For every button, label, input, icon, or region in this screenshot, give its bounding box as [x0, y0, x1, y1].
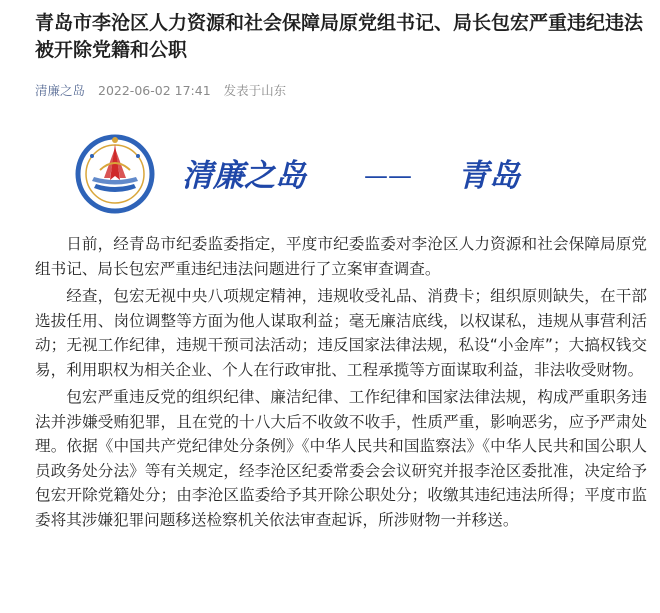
banner-graphic [70, 126, 590, 226]
account-name-link[interactable]: 清廉之岛 [35, 83, 86, 98]
banner-dash: —— [364, 162, 412, 190]
publish-location: 发表于山东 [223, 83, 287, 98]
paragraph: 经查，包宏无视中央八项规定精神，违规收受礼品、消费卡；组织原则缺失，在干部选拔任用、岗位调整等方面为他人谋取利益；毫无廉洁底线，以权谋私，违规从事营利活动；无视工作纪律，违规干预司法活动；违反国家法律法规，私设“小金库”；大搞权钱交易，利用职权为相关企业、个人在行政审批、工程承揽等方面谋取利益，非法收受财物。 [35, 287, 647, 379]
article-body [35, 232, 647, 535]
banner-right-text: 青岛 [458, 158, 520, 194]
article-meta [35, 81, 286, 99]
publish-time: 2022-06-02 17:41 [98, 83, 211, 98]
banner-image [70, 126, 590, 226]
paragraph: 包宏严重违反党的组织纪律、廉洁纪律、工作纪律和国家法律法规，构成严重职务违法并涉嫌受贿犯罪，且在党的十八大后不收敛不收手，性质严重，影响恶劣，应予严肃处理。依据《中国共产党纪律处分条例》《中华人民共和国监察法》《中华人民共和国公职人员政务处分法》等有关规定，经李沧区纪委常委会会议研究并报李沧区委批准，决定给予包宏开除党籍处分；由李沧区监委给予其开除公职处分；收缴其违纪违法所得；平度市监委将其涉嫌犯罪问题移送检察机关依法审查起诉，所涉财物一并移送。 [35, 388, 647, 529]
banner-left-text: 清廉之岛 [182, 158, 306, 194]
qinglian-emblem-icon [78, 137, 152, 211]
paragraph: 日前，经青岛市纪委监委指定，平度市纪委监委对李沧区人力资源和社会保障局原党组书记、局长包宏严重违纪违法问题进行了立案审查调查。 [35, 235, 647, 278]
article-title: 青岛市李沧区人力资源和社会保障局原党组书记、局长包宏严重违纪违法被开除党籍和公职 [35, 12, 644, 61]
